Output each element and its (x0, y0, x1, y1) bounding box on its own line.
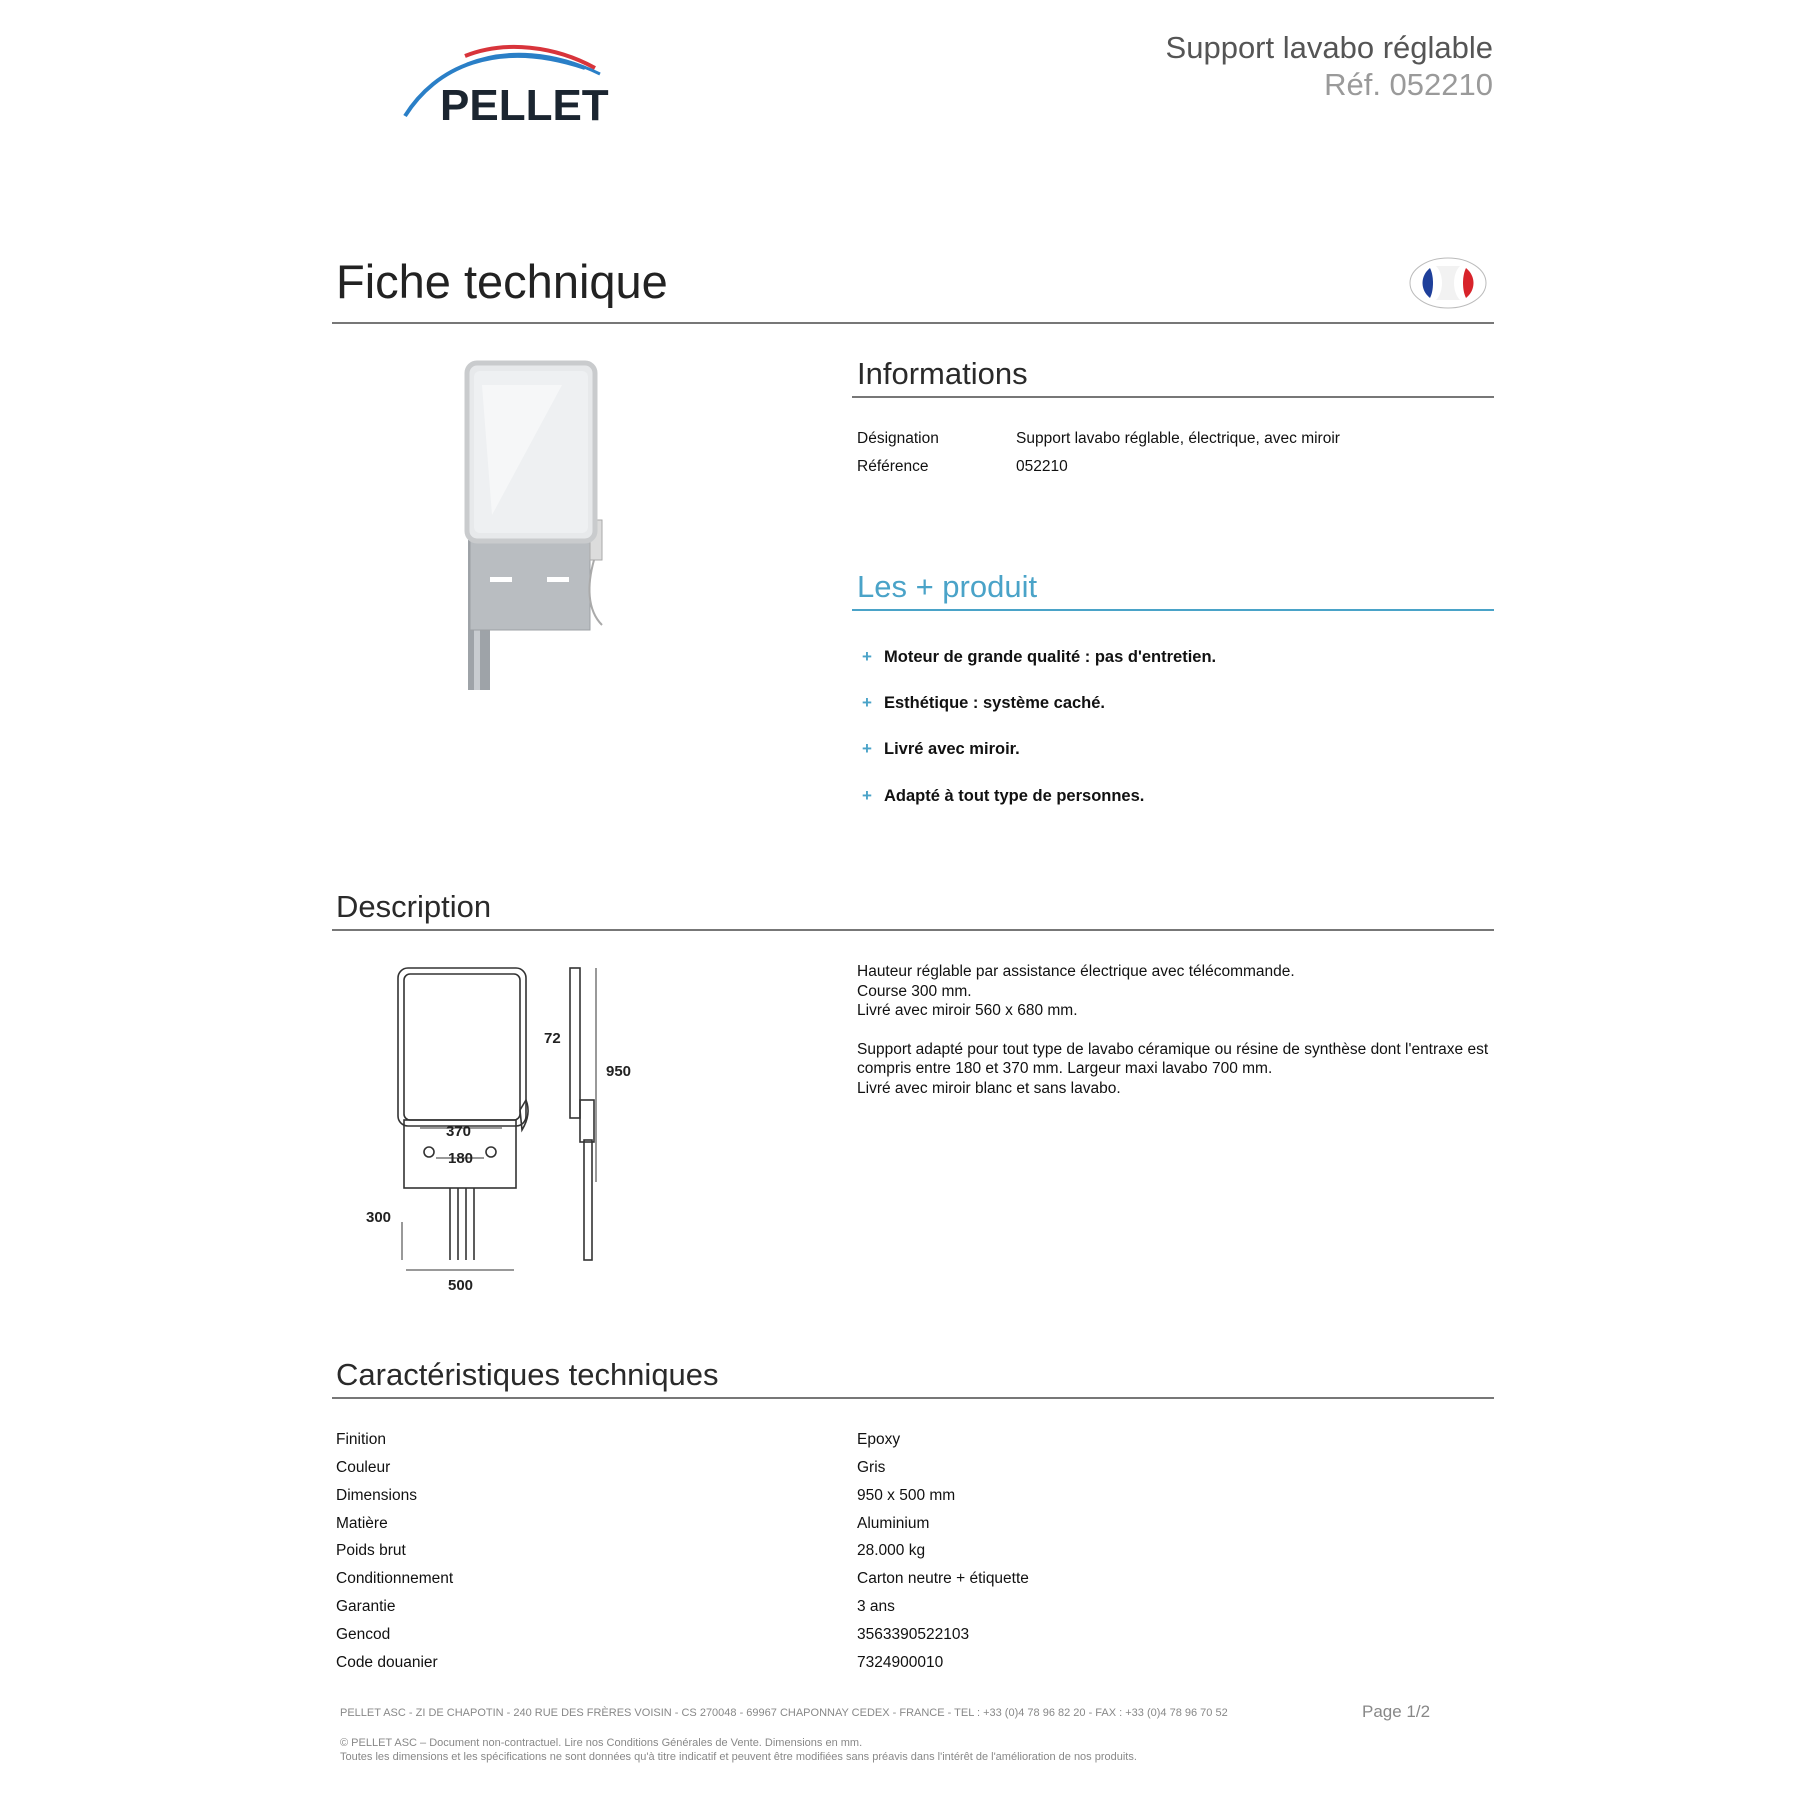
plus-item: + Adapté à tout type de personnes. (862, 786, 1145, 805)
plus-item: + Moteur de grande qualité : pas d'entretien. (862, 647, 1217, 666)
plus-icon: + (862, 693, 872, 712)
description-text (857, 962, 1497, 1117)
caracteristiques-rule (332, 1397, 1494, 1399)
spec-value: Epoxy (857, 1431, 901, 1448)
spec-value: 3 ans (857, 1598, 895, 1615)
dim-950: 950 (606, 1063, 632, 1080)
spec-label: Poids brut (336, 1542, 406, 1559)
info-value-reference: 052210 (1016, 458, 1068, 475)
informations-rule (852, 396, 1494, 398)
footer-address: PELLET ASC - ZI DE CHAPOTIN - 240 RUE DES FRÈRES VOISIN - CS 270048 - 69967 CHAPONNAY CEDEX - FRANCE - TEL : +33 (0)4 78 96 82 20 - FAX : +33 (0)4 78 96 70 52 (340, 1707, 1228, 1719)
info-value-designation: Support lavabo réglable, électrique, avec miroir (1016, 430, 1340, 447)
dim-370: 370 (446, 1123, 472, 1140)
plus-icon: + (862, 786, 872, 805)
page-number: Page 1/2 (1362, 1702, 1431, 1721)
spec-label: Code douanier (336, 1654, 438, 1671)
spec-value: 3563390522103 (857, 1626, 970, 1643)
informations-heading: Informations (857, 356, 1028, 391)
caracteristiques-heading: Caractéristiques techniques (336, 1357, 719, 1392)
spec-label: Matière (336, 1515, 388, 1532)
spec-value: Carton neutre + étiquette (857, 1570, 1029, 1587)
dim-300: 300 (366, 1209, 392, 1226)
spec-value: 28.000 kg (857, 1542, 926, 1559)
company-logo (395, 38, 640, 133)
spec-label: Conditionnement (336, 1570, 454, 1587)
description-rule (332, 929, 1494, 931)
spec-label: Gencod (336, 1626, 391, 1643)
header-title: Support lavabo réglable (1165, 30, 1493, 65)
footer-legal (340, 1736, 1137, 1764)
spec-value: Gris (857, 1459, 886, 1476)
dim-72: 72 (544, 1030, 561, 1047)
spec-label: Couleur (336, 1459, 391, 1476)
plus-icon: + (862, 739, 872, 758)
plus-item: + Esthétique : système caché. (862, 693, 1106, 712)
description-line: Livré avec miroir 560 x 680 mm. (857, 1002, 1078, 1019)
plus-produit-rule (852, 609, 1494, 611)
dim-180: 180 (448, 1150, 474, 1167)
logo-text: PELLET (440, 81, 609, 130)
footer-legal-line: Toutes les dimensions et les spécifications ne sont données qu'à titre indicatif et peuvent être modifiées sans préavis dans l'intérêt de l'amélioration de nos produits. (340, 1751, 1137, 1763)
footer-legal-line: © PELLET ASC – Document non-contractuel. Lire nos Conditions Générales de Vente. Dimensions en mm. (340, 1737, 863, 1749)
spec-value: 950 x 500 mm (857, 1487, 956, 1504)
info-label-reference: Référence (857, 458, 929, 475)
plus-item: + Livré avec miroir. (862, 739, 1020, 758)
product-photo (362, 355, 707, 700)
description-line: Hauteur réglable par assistance électrique avec télécommande. (857, 963, 1295, 980)
plus-produit-heading: Les + produit (857, 569, 1038, 604)
spec-value: 7324900010 (857, 1654, 944, 1671)
plus-icon: + (862, 647, 872, 666)
description-line: Support adapté pour tout type de lavabo céramique ou résine de synthèse dont l'entraxe est (857, 1040, 1489, 1058)
technical-drawing (362, 960, 642, 1295)
description-line: Course 300 mm. (857, 982, 972, 1000)
spec-label: Finition (336, 1431, 386, 1448)
page-title: Fiche technique (336, 255, 668, 308)
dim-500: 500 (448, 1277, 474, 1294)
description-heading: Description (336, 889, 492, 924)
description-line: Livré avec miroir blanc et sans lavabo. (857, 1079, 1121, 1097)
header-reference: Réf. 052210 (1324, 67, 1493, 102)
info-label-designation: Désignation (857, 430, 939, 447)
spec-label: Dimensions (336, 1487, 417, 1504)
description-line: compris entre 180 et 370 mm. Largeur maxi lavabo 700 mm. (857, 1060, 1273, 1077)
fabrication-francaise-badge (1408, 256, 1488, 310)
title-rule (332, 322, 1494, 324)
spec-label: Garantie (336, 1598, 396, 1615)
spec-value: Aluminium (857, 1515, 930, 1532)
